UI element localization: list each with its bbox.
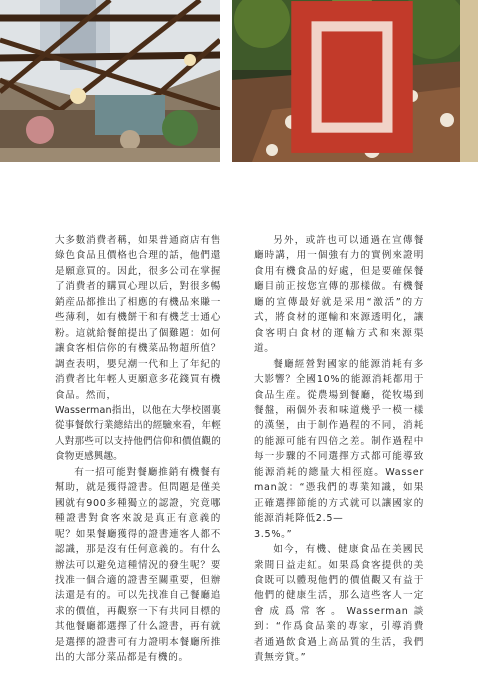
article-column-right (254, 233, 424, 666)
paragraph: 另外，或許也可以通過在宣傳餐廳時講，用一個強有力的實例來證明食用有機食品的好處，但是要確保餐廳目前正按您宣傳的那樣做。有機餐廳的宣傳最好就是采用“激活”的方式，將食材的運輸和來源透明化，讓食客明白食材的運輸方式和來源渠道。 (254, 235, 424, 355)
publisher-seal-icon (232, 0, 475, 158)
article-column-left (55, 233, 221, 666)
paragraph: Wasserman指出，以他在大學校園裏從事餐飲行業總結出的經驗來看，年輕人對那些可以支持他們信仰和價值觀的食物更感興趣。 (55, 404, 221, 463)
paragraph: 如今，有機、健康食品在美國民衆間日益走紅。如果爲食客提供的美食既可以體現他們的價值觀又有益于他們的健康生活，那么這些客人一定會成爲常客。Wasserman談到：“作爲食品業的專家，引導消費者通過飲食過上高品質的生活，我們責無旁貸。” (254, 544, 424, 664)
photo-restaurant-atrium (232, 0, 478, 162)
photo-conservatory-dining-room (0, 0, 220, 162)
paragraph: 餐廳經營對國家的能源消耗有多大影響？全國10%的能源消耗都用于食品生産。從農場到餐廳，從牧場到餐盤，兩個外表和味道幾乎一模一樣的漢堡，由于制作過程的不同，消耗的能源可能有四倍之差。制作過程中每一步驟的不同選擇方式都可能導致能源消耗的總量大相徑庭。Wasserman說：“憑我們的專業知識，如果正確選擇節能的方式就可以讓國家的能源消耗降低2.5— (254, 358, 424, 525)
paragraph: 大多數消費者稱，如果普通商店有售綠色食品且價格也合理的話，他們還是願意買的。因此，很多公司在掌握了消費者的購買心理以后，對很多暢銷産品都推出了相應的有機品來賺一些薄利，如有機餅干和有機芝士通心粉。這就給餐館提出了個難題：如何讓食客相信你的有機菜品物超所值？調查表明，嬰兒潮一代和上了年紀的消費者比年輕人更願意多花錢買有機食品。然而， (55, 235, 221, 401)
paragraph: 3.5%。” (254, 528, 293, 540)
paragraph: 有一招可能對餐廳推銷有機餐有幫助，就是獲得證書。但問題是僅美國就有900多種獨立的認證，究竟哪種證書對食客來說是真正有意義的呢？如果餐廳獲得的證書連客人都不認識，那是沒有任何意義的。有什么辦法可以避免這種情況的發生呢？要找准一個合適的證書至關重要，但辦法還是有的。可以先找准自己餐廳追求的價值，再觀察一下有共同目標的其他餐廳都選擇了什么證書，再有就是選擇的證書可有力證明本餐廳所推出的大部分菜品都是有機的。 (55, 466, 221, 664)
